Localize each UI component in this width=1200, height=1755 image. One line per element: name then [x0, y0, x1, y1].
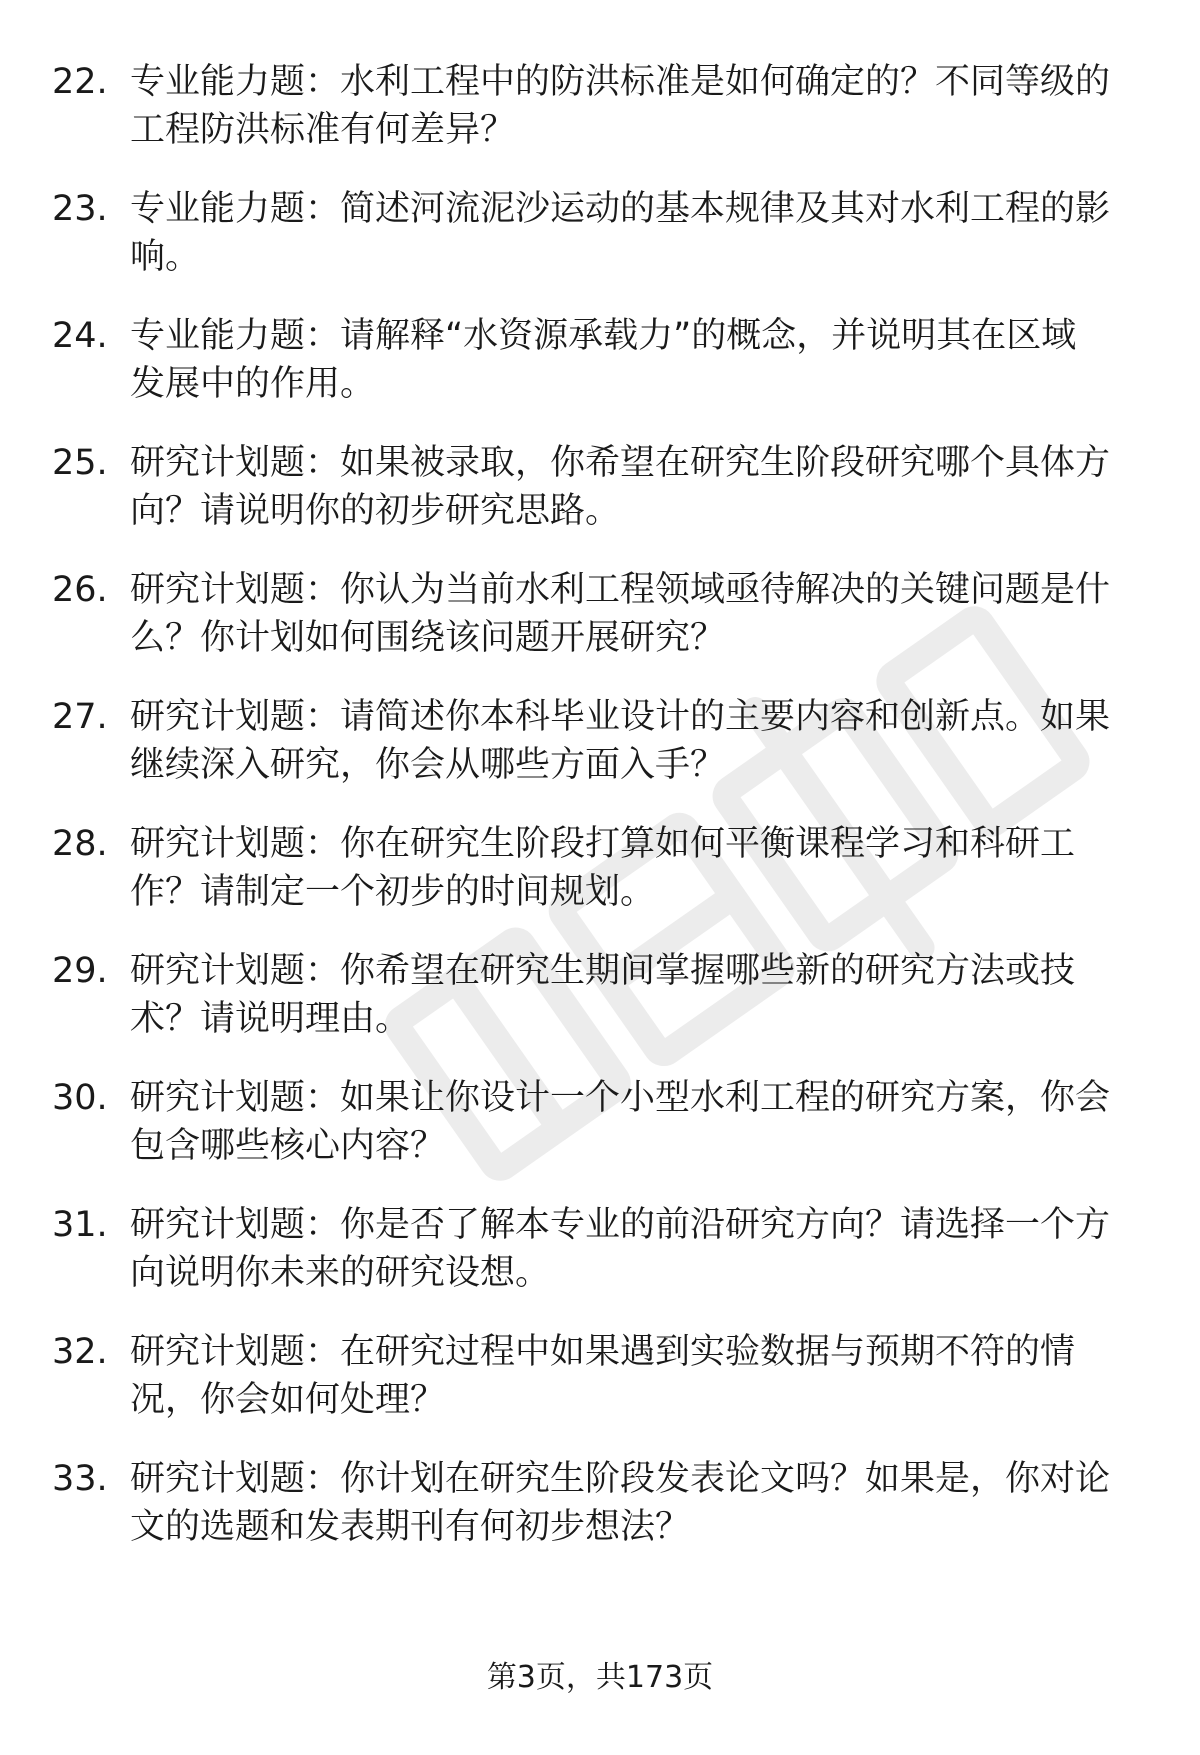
page-footer — [0, 1658, 1200, 1698]
question-line: 研究计划题：请简述你本科毕业设计的主要内容和创新点。如果 — [130, 697, 1111, 737]
question-line: 么？你计划如何围绕该问题开展研究？ — [130, 618, 726, 658]
list-item — [52, 947, 1142, 1043]
page-number-label: 第3页，共173页 — [486, 1660, 714, 1695]
question-text — [130, 1074, 1142, 1170]
question-line: 发展中的作用。 — [130, 364, 376, 404]
question-line: 研究计划题：如果让你设计一个小型水利工程的研究方案，你会 — [130, 1078, 1111, 1118]
question-text — [130, 947, 1142, 1043]
question-text — [130, 820, 1142, 916]
list-item — [52, 1074, 1142, 1170]
question-number: 30. — [52, 1078, 108, 1118]
question-line: 研究计划题：你希望在研究生期间掌握哪些新的研究方法或技 — [130, 951, 1076, 991]
question-number: 22. — [52, 62, 108, 102]
question-line: 研究计划题：你计划在研究生阶段发表论文吗？如果是，你对论 — [130, 1459, 1111, 1499]
list-item — [52, 566, 1142, 662]
list-item — [52, 693, 1142, 789]
question-number: 32. — [52, 1332, 108, 1372]
question-text — [130, 1328, 1142, 1424]
question-text — [130, 1201, 1142, 1297]
question-text — [130, 185, 1142, 281]
list-item — [52, 185, 1142, 281]
question-line: 研究计划题：你在研究生阶段打算如何平衡课程学习和科研工 — [130, 824, 1076, 864]
question-text — [130, 566, 1142, 662]
question-list — [52, 58, 1142, 1582]
question-line: 研究计划题：在研究过程中如果遇到实验数据与预期不符的情 — [130, 1332, 1076, 1372]
question-number: 27. — [52, 697, 108, 737]
question-number: 28. — [52, 824, 108, 864]
question-number: 31. — [52, 1205, 108, 1245]
question-line: 况，你会如何处理？ — [130, 1380, 446, 1420]
question-line: 研究计划题：你是否了解本专业的前沿研究方向？请选择一个方 — [130, 1205, 1111, 1245]
list-item — [52, 1201, 1142, 1297]
question-line: 响。 — [130, 237, 201, 277]
question-number: 25. — [52, 443, 108, 483]
question-text — [130, 693, 1142, 789]
list-item — [52, 1455, 1142, 1551]
question-line: 专业能力题：水利工程中的防洪标准是如何确定的？不同等级的 — [130, 62, 1111, 102]
question-line: 向说明你未来的研究设想。 — [130, 1253, 551, 1293]
list-item — [52, 439, 1142, 535]
question-line: 文的选题和发表期刊有何初步想法？ — [130, 1507, 691, 1547]
question-number: 33. — [52, 1459, 108, 1499]
question-line: 包含哪些核心内容？ — [130, 1126, 446, 1166]
list-item — [52, 1328, 1142, 1424]
list-item — [52, 58, 1142, 154]
question-text — [130, 312, 1142, 408]
question-line: 专业能力题：请解释“水资源承载力”的概念，并说明其在区域 — [130, 316, 1077, 356]
list-item — [52, 820, 1142, 916]
question-line: 向？请说明你的初步研究思路。 — [130, 491, 621, 531]
question-number: 23. — [52, 189, 108, 229]
question-line: 研究计划题：如果被录取，你希望在研究生阶段研究哪个具体方 — [130, 443, 1111, 483]
question-text — [130, 1455, 1142, 1551]
list-item — [52, 312, 1142, 408]
question-text — [130, 439, 1142, 535]
question-line: 专业能力题：简述河流泥沙运动的基本规律及其对水利工程的影 — [130, 189, 1111, 229]
question-line: 作？请制定一个初步的时间规划。 — [130, 872, 656, 912]
question-number: 24. — [52, 316, 108, 356]
question-line: 继续深入研究，你会从哪些方面入手？ — [130, 745, 726, 785]
question-text — [130, 58, 1142, 154]
question-line: 术？请说明理由。 — [130, 999, 411, 1039]
question-number: 29. — [52, 951, 108, 991]
question-number: 26. — [52, 570, 108, 610]
question-line: 工程防洪标准有何差异？ — [130, 110, 516, 150]
question-line: 研究计划题：你认为当前水利工程领域亟待解决的关键问题是什 — [130, 570, 1111, 610]
